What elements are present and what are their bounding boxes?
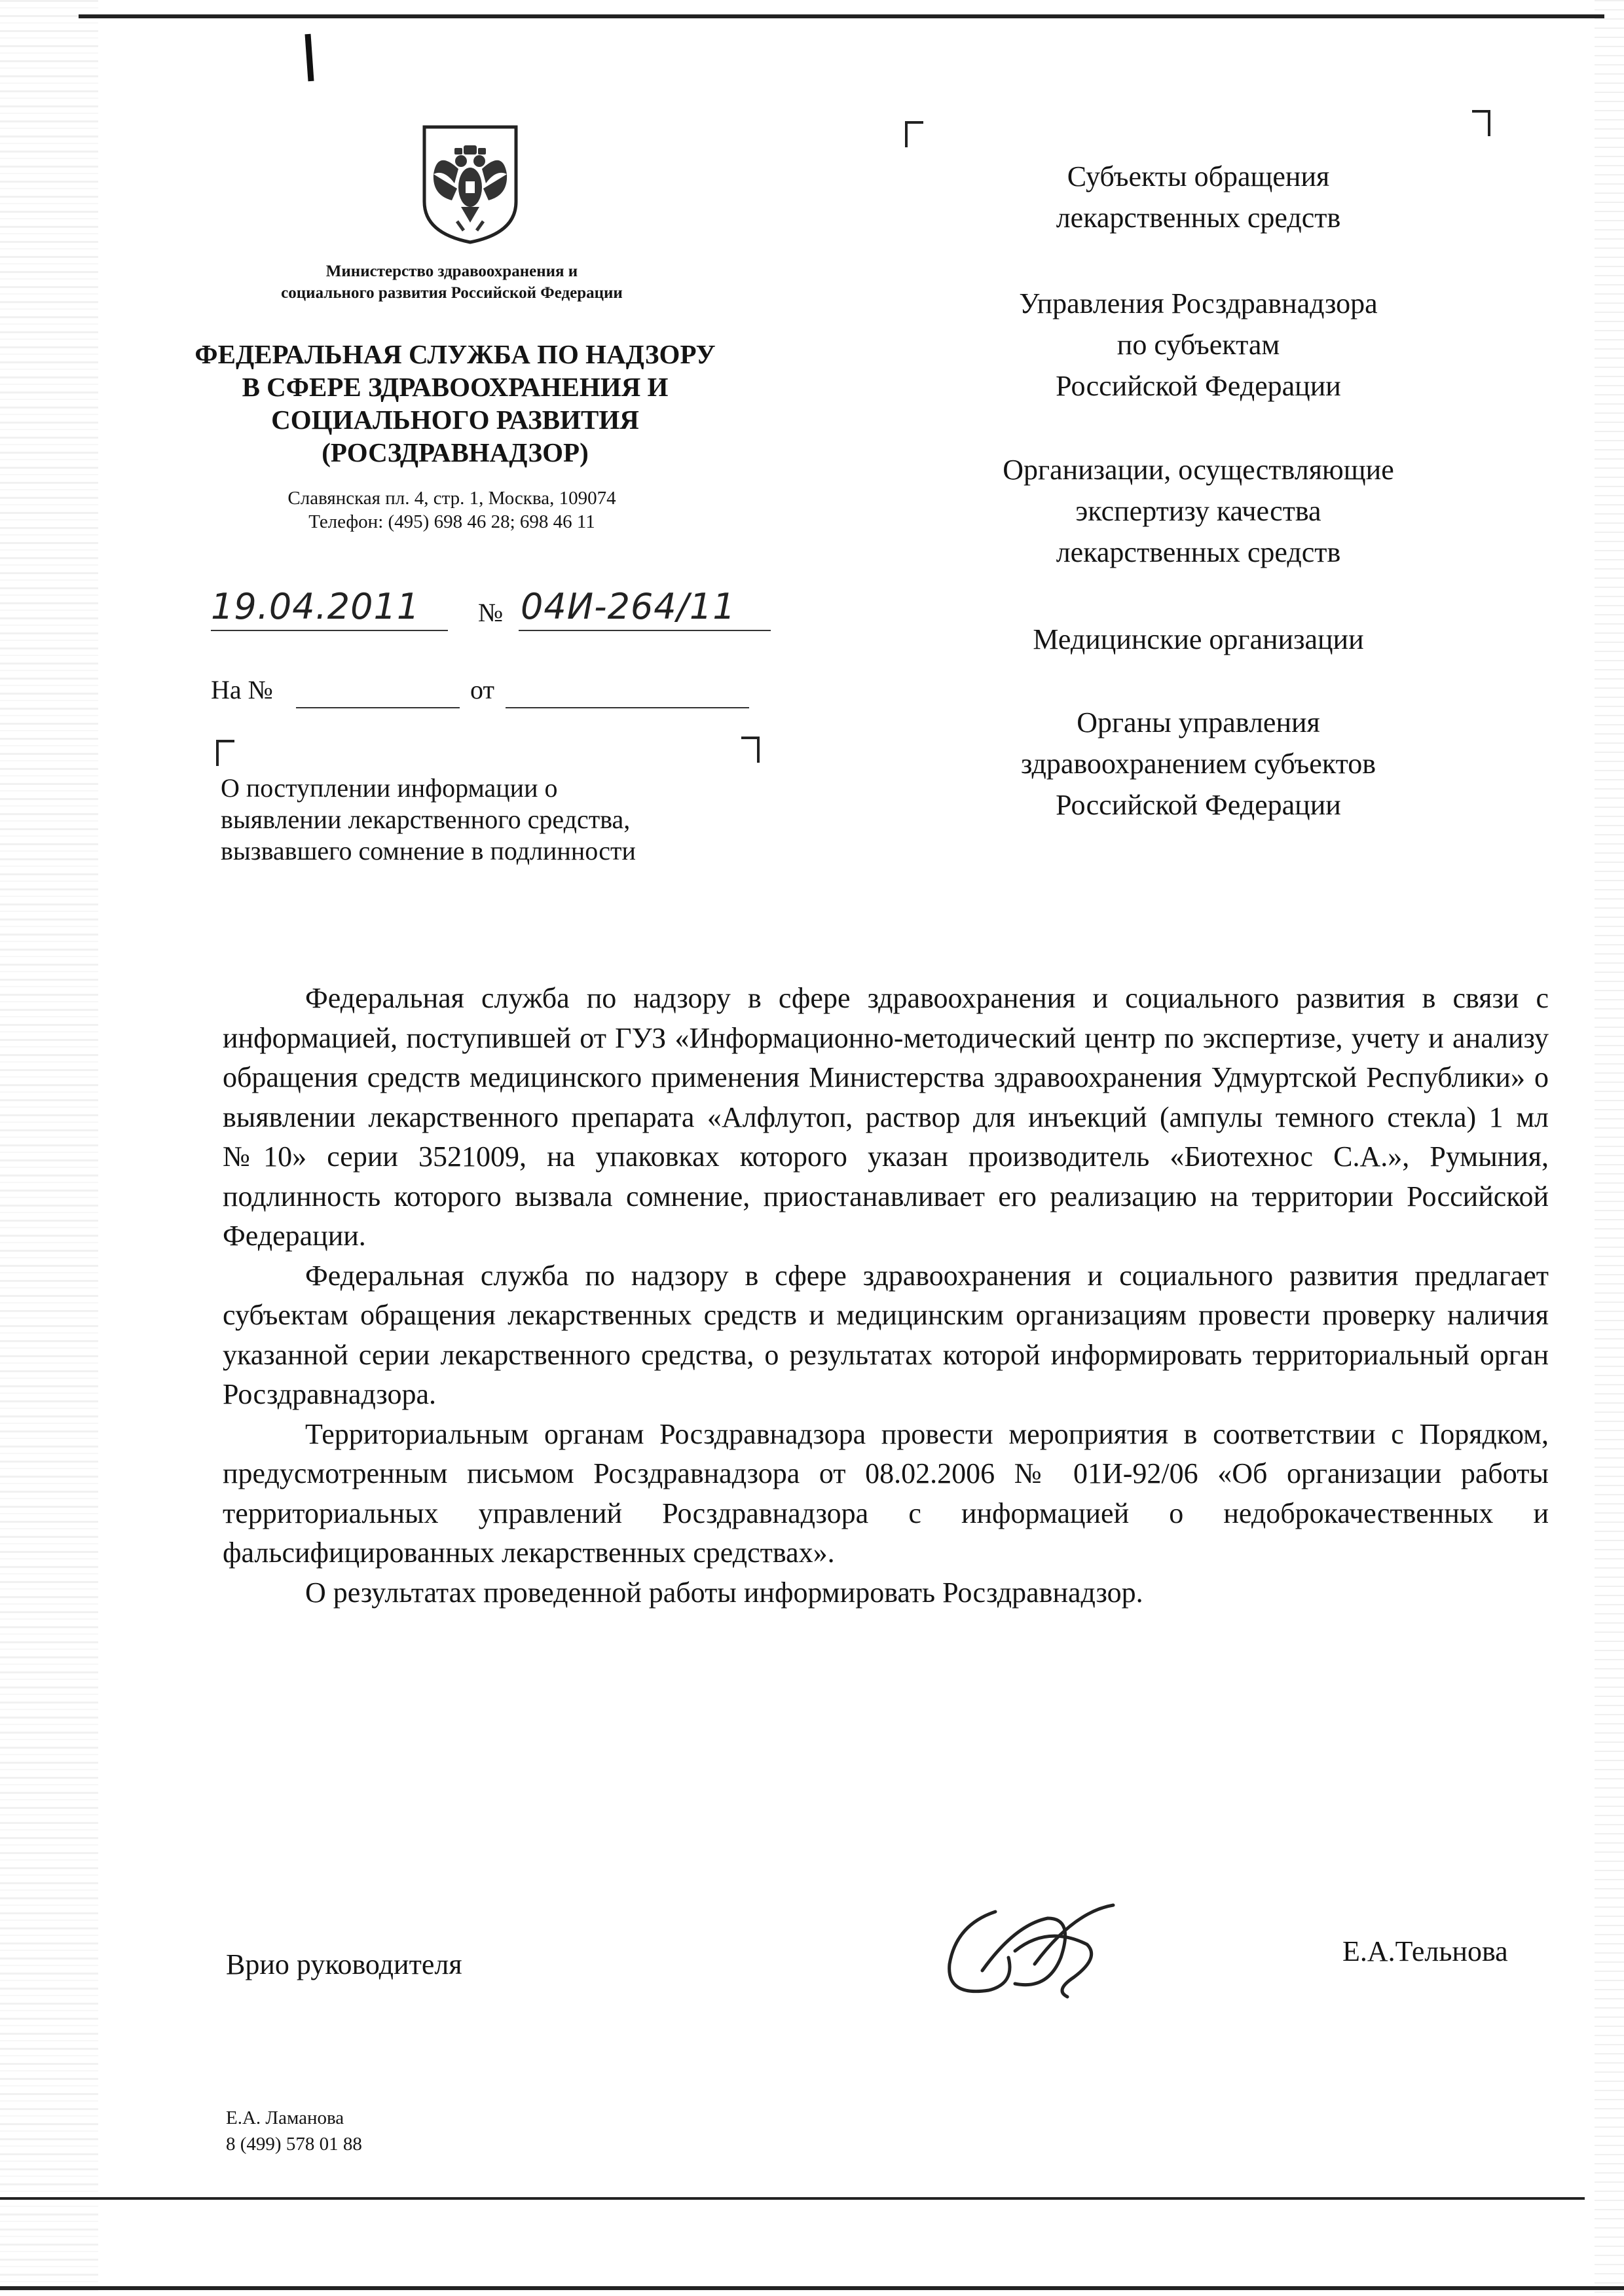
subject: О поступлении информации о выявлении лекарственного средства, вызвавшего сомнение в подлинности [221, 773, 636, 866]
address-block [196, 486, 707, 534]
body-paragraph: Федеральная служба по надзору в сфере здравоохранения и социального развития в связи с информацией, поступившей от ГУЗ «Информационно-методический центр по экспертизе, учету и анализу обращения средств медицинского применения Министерства здравоохранения Удмуртской Республики» о выявлении лекарственного препарата «Алфлутоп, раствор для инъекций (ампулы темного стекла) 1 мл №10» серии 3521009, на упаковках которого указан производитель «Биотехнос С.А.», Румыния, подлинность которого вызвала сомнение, приостанавливает его реализацию на территории Российской Федерации. [223, 982, 1549, 1252]
reply-number-label: На № [211, 675, 273, 704]
executor-block [226, 2105, 362, 2157]
scan-bottom-edge [0, 2286, 1624, 2290]
reply-from-line [506, 707, 749, 708]
phone: Телефон: (495) 698 46 28; 698 46 11 [308, 511, 595, 532]
scan-noise-right [1595, 0, 1624, 2296]
date-underline [211, 630, 448, 631]
body-paragraph: Территориальным органам Росздравнадзора провести мероприятия в соответствии с Порядком, предусмотренным письмом Росздравнадзора от 08.02.2006 № 01И-92/06 «Об организации работы территориальных управлений Росздравнадзора с информацией о недоброкачественных и фальсифицированных лекарственных средствах». [223, 1417, 1549, 1569]
body-paragraph: О результатах проведенной работы информировать Росздравнадзор. [305, 1576, 1143, 1609]
addressee-group: Управления Росздравнадзора по субъектам Российской Федерации [1019, 287, 1378, 402]
addressee-group: Медицинские организации [1033, 623, 1364, 655]
coat-of-arms-emblem [418, 123, 523, 245]
reply-from-label: от [470, 675, 494, 704]
addressee-bracket-left [905, 121, 923, 147]
addressee-group: Субъекты обращения лекарственных средств [1056, 160, 1341, 234]
executor-name: Е.А. Ламанова [226, 2107, 344, 2128]
body-paragraph: Федеральная служба по надзору в сфере здравоохранения и социального развития предлагает субъектам обращения лекарственных средств и медицинским организациям провести проверку наличия указанной серии лекарственного средства, о результатах которой информировать территориальный орган Росздравнадзора. [223, 1259, 1549, 1410]
scan-top-line [79, 14, 1604, 18]
scan-mark [304, 34, 314, 81]
address: Славянская пл. 4, стр. 1, Москва, 109074 [287, 488, 616, 509]
handwritten-signature [917, 1886, 1139, 2016]
scan-noise-left [0, 0, 98, 2296]
registration-number: 04И-264/11 [521, 586, 736, 627]
executor-phone: 8 (499) 578 01 88 [226, 2134, 362, 2155]
signer-title: Врио руководителя [226, 1948, 462, 1980]
scan-bottom-line [0, 2197, 1585, 2200]
ministry-name: Министерство здравоохранения и социального развития Российской Федерации [281, 263, 623, 302]
subject-bracket-right [741, 737, 760, 763]
service-name: ФЕДЕРАЛЬНАЯ СЛУЖБА ПО НАДЗОРУ В СФЕРЕ ЗДРАВООХРАНЕНИЯ И СОЦИАЛЬНОГО РАЗВИТИЯ (РОСЗДРАВНАДЗОР) [194, 339, 716, 467]
subject-bracket-left [216, 740, 234, 766]
letter-body [223, 979, 1549, 1613]
number-label: № [478, 598, 504, 627]
reply-number-line [296, 707, 460, 708]
registration-date: 19.04.2011 [211, 586, 420, 627]
addressee-bracket-right [1472, 110, 1490, 136]
addressee-group: Органы управления здравоохранением субъектов Российской Федерации [1020, 706, 1376, 821]
addressee-group: Организации, осуществляющие экспертизу качества лекарственных средств [1003, 454, 1394, 568]
number-underline [519, 630, 771, 631]
signer-name: Е.А.Тельнова [1342, 1935, 1508, 1967]
